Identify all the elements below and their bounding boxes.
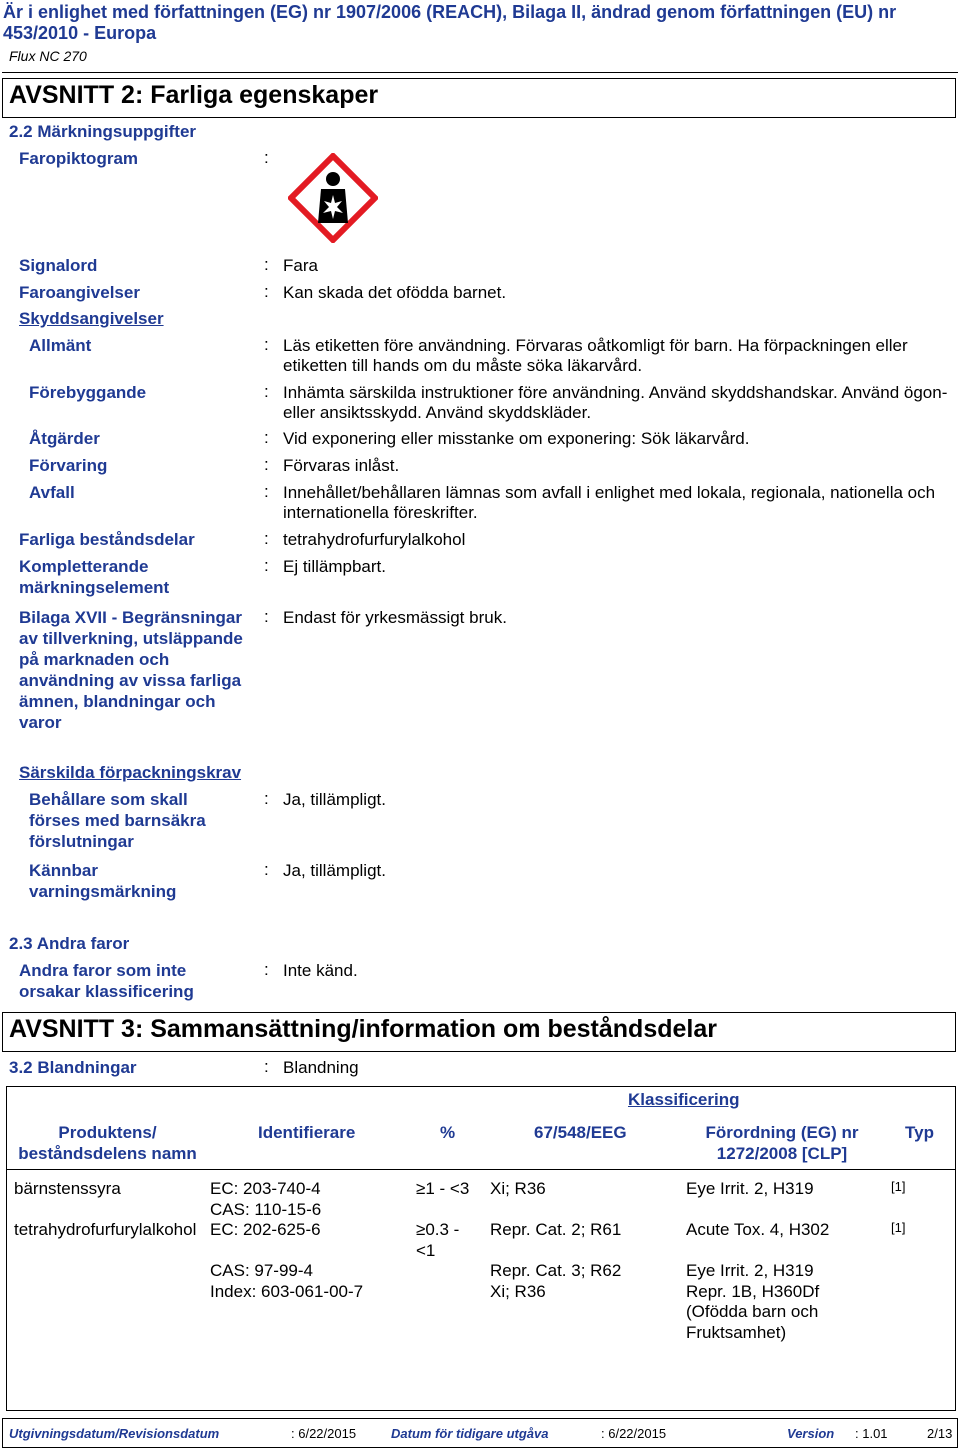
version-value: : 1.01: [855, 1426, 888, 1441]
colon: :: [264, 556, 269, 575]
bilaga-value: Endast för yrkesmässigt bruk.: [283, 608, 507, 627]
header-divider: [2, 72, 958, 73]
kompletterande-value: Ej tillämpbart.: [283, 557, 386, 576]
regulation-header: Är i enlighet med författningen (EG) nr 1907/2006 (REACH), Bilaga II, ändrad genom författningen (EU) nr 453/2010 - Europa: [3, 2, 897, 43]
colon: :: [264, 455, 269, 474]
signalord-label: Signalord: [19, 256, 98, 275]
table-cell-clp: Acute Tox. 4, H302 Eye Irrit. 2, H319 Repr. 1B, H360Df (Ofödda barn och Fruktsamhet): [686, 1220, 830, 1342]
table-header-typ: Typ: [905, 1123, 934, 1142]
allmant-label: Allmänt: [29, 336, 92, 355]
table-cell-clp: Eye Irrit. 2, H319: [686, 1179, 814, 1198]
colon: :: [264, 282, 269, 301]
issue-date-label: Utgivningsdatum/Revisionsdatum: [9, 1426, 220, 1441]
behallare-label: Behållare som skall förses med barnsäkra förslutningar: [29, 790, 206, 851]
colon: :: [264, 789, 269, 808]
colon: :: [264, 607, 269, 626]
forvaring-value: Förvaras inlåst.: [283, 456, 400, 475]
colon: :: [264, 148, 269, 167]
table-header-clp: Förordning (EG) nr 1272/2008 [CLP]: [705, 1123, 859, 1163]
bilaga-label: Bilaga XVII - Begränsningar av tillverkning, utsläppande på marknaden och användning av vissa farliga ämnen, blandningar och varor: [19, 608, 243, 732]
table-cell-id: EC: 203-740-4 CAS: 110-15-6: [210, 1179, 322, 1219]
colon: :: [264, 960, 269, 979]
kannbar-label: Kännbar varningsmärkning: [29, 861, 177, 901]
behallare-value: Ja, tillämpligt.: [283, 790, 386, 809]
product-name: Flux NC 270: [9, 48, 87, 64]
farliga-value: tetrahydrofurfurylalkohol: [283, 530, 466, 549]
colon: :: [264, 529, 269, 548]
table-cell-pct: ≥1 - <3: [416, 1179, 470, 1198]
table-cell-id: EC: 202-625-6 CAS: 97-99-4 Index: 603-061-00-7: [210, 1220, 364, 1301]
version-label: Version: [787, 1426, 835, 1441]
issue-date-value: : 6/22/2015: [291, 1426, 357, 1441]
kannbar-value: Ja, tillämpligt.: [283, 861, 386, 880]
avfall-value: Innehållet/behållaren lämnas som avfall i enlighet med lokala, regionala, nationella och internationella föreskrifter.: [283, 483, 936, 522]
pictogram-label: Faropiktogram: [19, 149, 139, 168]
andra-value: Inte känd.: [283, 961, 358, 980]
table-header-eg: 67/548/EEG: [534, 1123, 627, 1142]
forebyggande-value: Inhämta särskilda instruktioner före användning. Använd skyddshandskar. Använd ögon- eller ansiktsskydd. Använd skyddskläder.: [283, 383, 948, 422]
colon: :: [264, 382, 269, 401]
faroangivelser-label: Faroangivelser: [19, 283, 140, 302]
section-2-title: AVSNITT 2: Farliga egenskaper: [2, 78, 956, 118]
colon: :: [264, 860, 269, 879]
forvaring-label: Förvaring: [29, 456, 108, 475]
table-header-name: Produktens/ beståndsdelens namn: [18, 1123, 197, 1163]
subsection-2-3: 2.3 Andra faror: [9, 934, 130, 953]
atgarder-label: Åtgärder: [29, 429, 100, 448]
table-cell-pct: ≥0.3 - <1: [416, 1220, 460, 1260]
table-cell-name: bärnstenssyra: [14, 1179, 121, 1198]
signalord-value: Fara: [283, 256, 318, 275]
allmant-value: Läs etiketten före användning. Förvaras oåtkomligt för barn. Ha förpackningen eller etiketten till hands om du måste söka läkarvård.: [283, 336, 908, 375]
atgarder-value: Vid exponering eller misstanke om exponering: Sök läkarvård.: [283, 429, 750, 448]
table-cell-typ: [1]: [891, 1220, 906, 1235]
farliga-label: Farliga beståndsdelar: [19, 530, 195, 549]
table-group-header: Klassificering: [628, 1090, 740, 1109]
page-number: 2/13: [927, 1426, 953, 1441]
colon: :: [264, 1057, 269, 1076]
table-cell-typ: [1]: [891, 1179, 906, 1194]
colon: :: [264, 255, 269, 274]
table-header-pct: %: [440, 1123, 456, 1142]
table-cell-eg: Repr. Cat. 2; R61 Repr. Cat. 3; R62 Xi; R36: [490, 1220, 622, 1301]
previous-date-value: : 6/22/2015: [601, 1426, 667, 1441]
subsection-3-2: 3.2 Blandningar: [9, 1058, 137, 1077]
health-hazard-icon: [288, 153, 378, 243]
table-header-divider: [7, 1169, 955, 1170]
forebyggande-label: Förebyggande: [29, 383, 147, 402]
previous-date-label: Datum för tidigare utgåva: [391, 1426, 549, 1441]
table-cell-name: tetrahydrofurfurylalkohol: [14, 1220, 197, 1239]
table-cell-eg: Xi; R36: [490, 1179, 546, 1198]
colon: :: [264, 482, 269, 501]
kompletterande-label: Kompletterande märkningselement: [19, 557, 170, 597]
sarskilda-label: Särskilda förpackningskrav: [19, 763, 242, 782]
andra-label: Andra faror som inte orsakar klassificering: [19, 961, 194, 1001]
colon: :: [264, 335, 269, 354]
skyddsangivelser-label: Skyddsangivelser: [19, 309, 164, 328]
page-footer: [2, 1418, 958, 1448]
table-header-id: Identifierare: [258, 1123, 356, 1142]
avfall-label: Avfall: [29, 483, 75, 502]
section-3-title: AVSNITT 3: Sammansättning/information om beståndsdelar: [2, 1012, 956, 1052]
blandningar-value: Blandning: [283, 1058, 359, 1077]
subsection-2-2: 2.2 Märkningsuppgifter: [9, 122, 197, 141]
colon: :: [264, 428, 269, 447]
faroangivelser-value: Kan skada det ofödda barnet.: [283, 283, 507, 302]
